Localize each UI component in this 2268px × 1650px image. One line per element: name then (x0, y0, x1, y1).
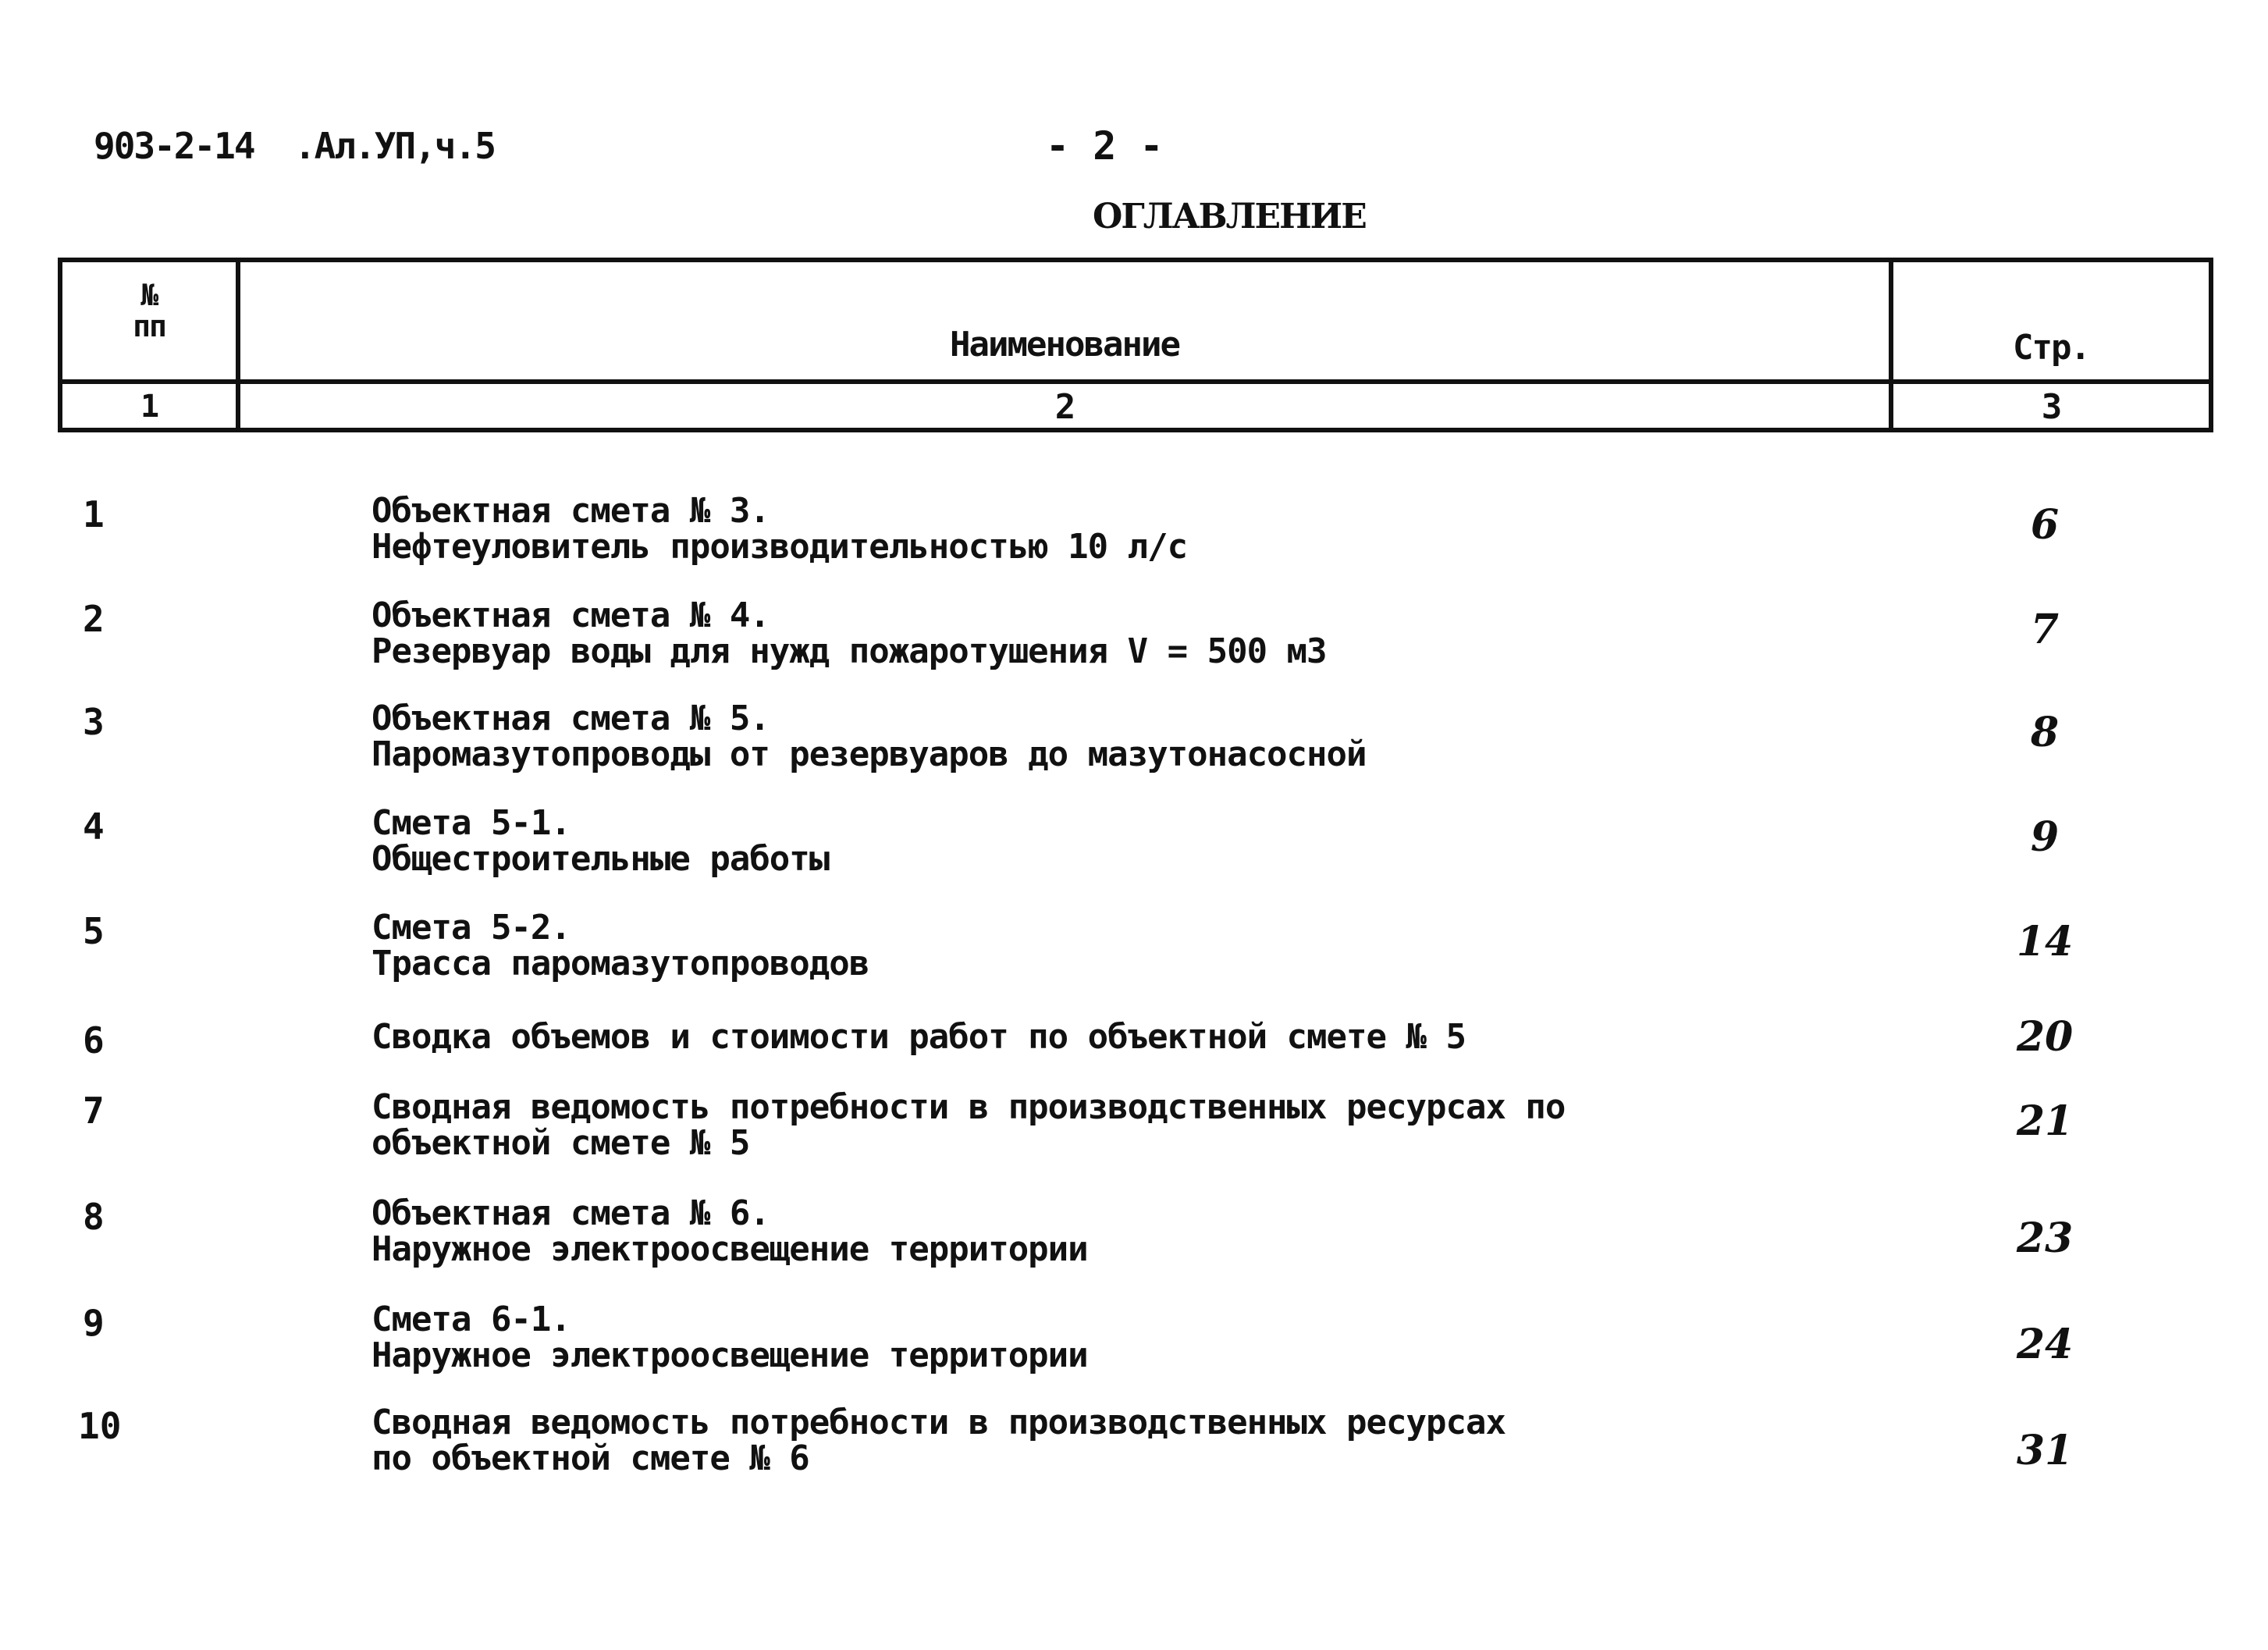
entry-number: 6 (83, 1019, 105, 1061)
column-index-2: 2 (1054, 387, 1075, 427)
entry-title-line: Объектная смета № 4. (371, 596, 770, 635)
entry-page: 7 (2030, 606, 2060, 653)
entry-page: 6 (2030, 501, 2060, 549)
entry-title-line: Объектная смета № 5. (371, 699, 770, 738)
entry-title-line: Объектная смета № 3. (371, 491, 770, 531)
entry-title (371, 1087, 1932, 1163)
entry-number: 7 (83, 1090, 105, 1132)
toc-header-table (58, 258, 2213, 432)
header-row-divider (62, 379, 2209, 384)
entry-number: 3 (83, 701, 105, 743)
entry-number: 4 (83, 805, 105, 848)
entry-title-line: Паромазутопроводы от резервуаров до мазутонасосной (371, 734, 1367, 774)
entry-title-line: Общестроительные работы (371, 839, 830, 879)
entry-title (371, 701, 1932, 773)
page-number: - 2 - (1046, 123, 1164, 169)
entry-page: 8 (2030, 709, 2060, 756)
entry-title-line: Сводная ведомость потребности в производственных ресурсах по (371, 1087, 1566, 1127)
entry-title (371, 1193, 1932, 1269)
entry-title-line: по объектной смете № 6 (371, 1438, 809, 1478)
toc-entry (0, 493, 2268, 587)
column-header-number: № пп (133, 278, 165, 343)
entry-title-line: Объектная смета № 6. (371, 1193, 770, 1233)
toc-entry (0, 1302, 2268, 1396)
toc-entry (0, 598, 2268, 692)
entry-page: 20 (2016, 1013, 2074, 1061)
entry-number: 9 (83, 1302, 105, 1344)
entry-page: 14 (2016, 918, 2074, 965)
entry-page: 24 (2016, 1321, 2074, 1368)
entry-title (371, 598, 1932, 670)
toc-entry (0, 1193, 2268, 1289)
entry-number: 5 (83, 910, 105, 952)
entry-title (371, 805, 1932, 877)
entry-title-line: Наружное электроосвещение территории (371, 1229, 1088, 1269)
entry-title (371, 493, 1932, 565)
toc-entry (0, 1405, 2268, 1499)
column-header-name: Наименование (950, 325, 1179, 364)
entry-title (371, 1019, 1932, 1055)
entry-page: 31 (2016, 1427, 2074, 1474)
entry-title-line: Наружное электроосвещение территории (371, 1335, 1088, 1375)
toc-entry (0, 701, 2268, 795)
entry-title-line: Резервуар воды для нужд пожаротушения V = 500 м3 (371, 631, 1327, 671)
entry-number: 1 (83, 493, 105, 535)
entry-title (371, 910, 1932, 982)
entry-title (371, 1302, 1932, 1374)
document-code: 903-2-14 .Ал.УП,ч.5 (94, 125, 495, 167)
entry-title-line: Смета 5-1. (371, 803, 571, 843)
entry-title-line: Нефтеуловитель производительностью 10 л/с (371, 527, 1188, 567)
entry-number: 8 (83, 1196, 105, 1238)
entry-page: 21 (2016, 1097, 2074, 1145)
entry-number: 2 (83, 598, 105, 640)
entry-title-line: объектной смете № 5 (371, 1123, 750, 1163)
column-index-3: 3 (2041, 387, 2061, 427)
entry-title-line: Трасса паромазутопроводов (371, 944, 869, 983)
entry-page: 23 (2016, 1214, 2074, 1262)
entry-title-line: Смета 6-1. (371, 1300, 571, 1339)
entry-page: 9 (2030, 813, 2060, 861)
toc-title: ОГЛАВЛЕНИЕ (1093, 197, 1366, 236)
entry-title-line: Сводка объемов и стоимости работ по объектной смете № 5 (371, 1017, 1466, 1057)
entry-title-line: Сводная ведомость потребности в производственных ресурсах (371, 1403, 1505, 1442)
toc-entry (0, 805, 2268, 899)
toc-entry (0, 910, 2268, 1004)
entry-title (371, 1405, 1932, 1477)
entry-number: 10 (78, 1405, 122, 1447)
entry-title-line: Смета 5-2. (371, 908, 571, 948)
column-header-page: Стр. (2013, 328, 2089, 368)
toc-entry (0, 1087, 2268, 1183)
column-index-1: 1 (140, 389, 158, 425)
